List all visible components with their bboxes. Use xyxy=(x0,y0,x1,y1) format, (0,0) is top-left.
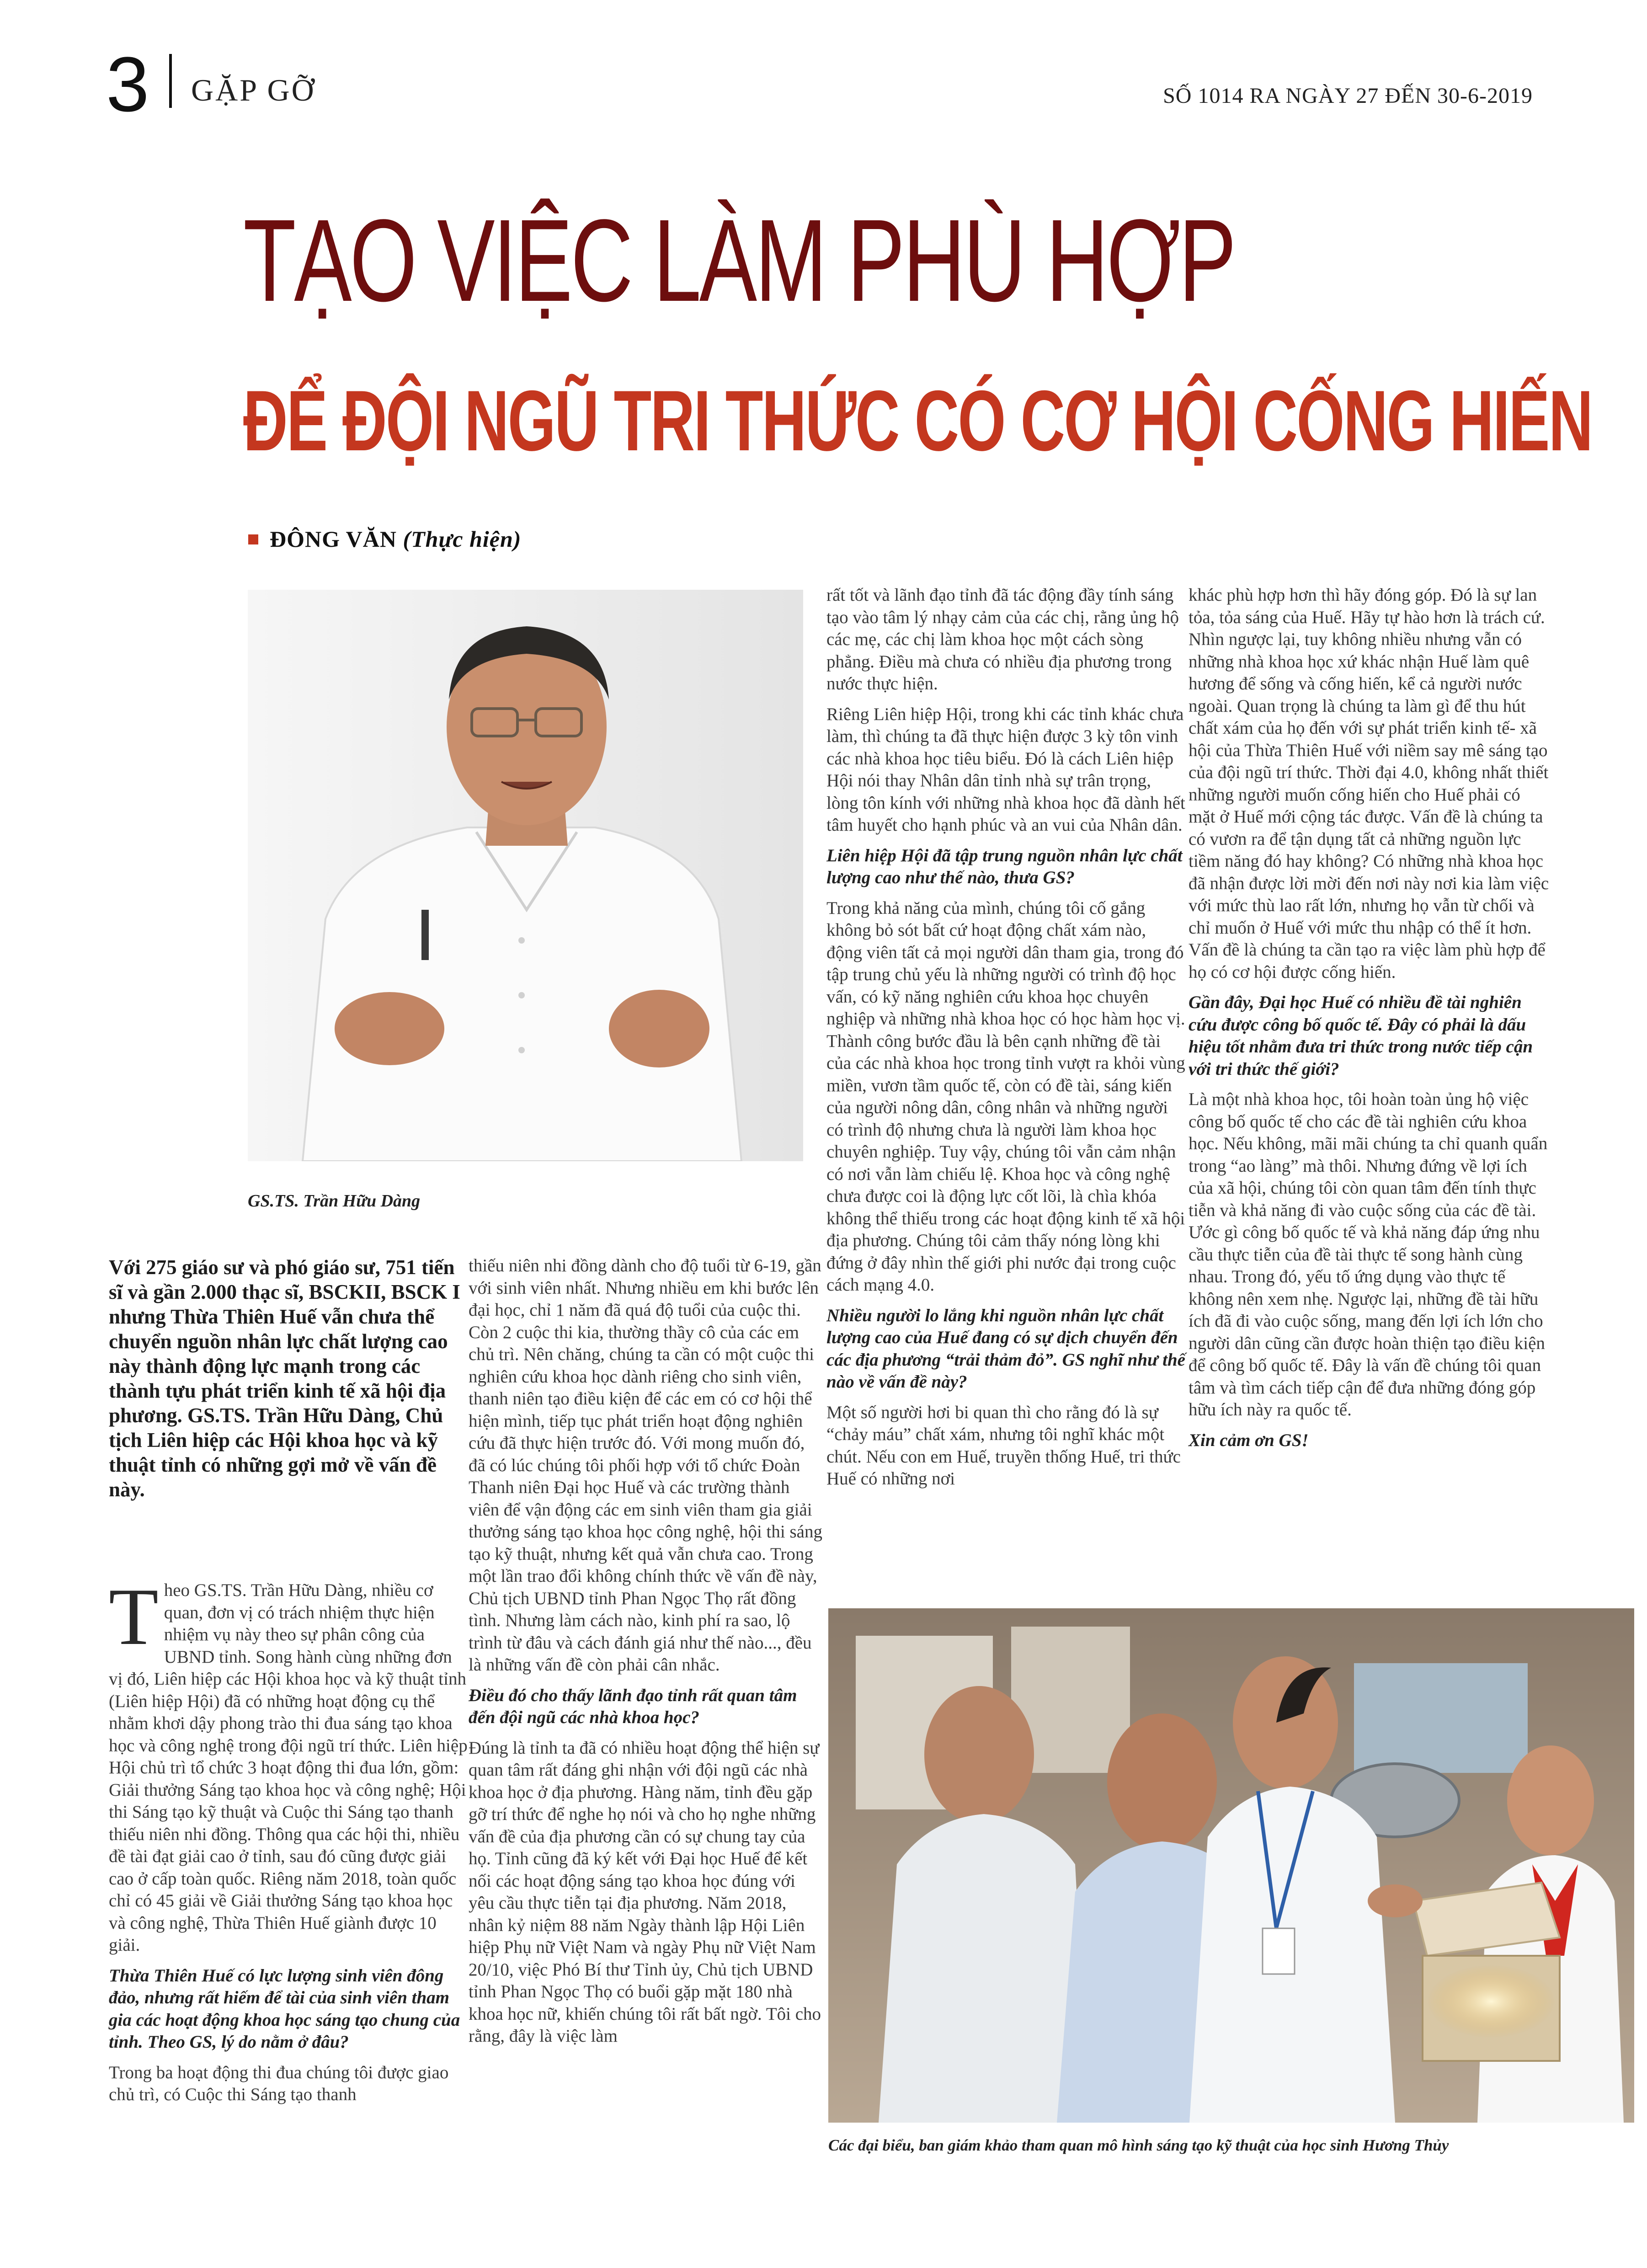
byline-bullet xyxy=(248,534,258,544)
text-column-2 xyxy=(469,1255,823,2056)
portrait-caption: GS.TS. Trần Hữu Dàng xyxy=(248,1191,421,1211)
interview-question: Thừa Thiên Huế có lực lượng sinh viên đông đảo, nhưng rất hiếm để tài của sinh viên tham gia các hoạt động khoa học sáng tạo chung của tỉnh. Theo GS, lý do nằm ở đâu? xyxy=(109,1965,460,2052)
issue-info: SỐ 1014 RA NGÀY 27 ĐẾN 30-6-2019 xyxy=(1163,84,1533,108)
byline-author: ĐÔNG VĂN xyxy=(270,526,397,552)
text-column-4 xyxy=(1189,584,1550,1460)
paragraph: Trong ba hoạt động thi đua chúng tôi được giao chủ trì, có Cuộc thi Sáng tạo thanh xyxy=(109,2062,449,2104)
text-column-3 xyxy=(826,584,1185,1499)
text-column-1 xyxy=(109,1571,470,2114)
paragraph: rất tốt và lãnh đạo tỉnh đã tác động đầy tính sáng tạo vào tâm lý nhạy cảm của các chị, rằng ủng hộ các mẹ, các chị làm khoa học một cách sòng phẳng. Điều mà chưa có nhiều địa phương trong nước thực hiện. xyxy=(826,585,1179,694)
paragraph xyxy=(109,1571,470,1957)
section-name: GẶP GỠ xyxy=(191,73,316,107)
interview-question: Gần đây, Đại học Huế có nhiều đề tài nghiên cứu được công bố quốc tế. Đây có phải là dấu hiệu tốt nhằm đưa tri thức trong nước tiếp cận với tri thức thế giới? xyxy=(1189,993,1533,1079)
paragraph: Trong khả năng của mình, chúng tôi cố gắng không bỏ sót bất cứ hoạt động chất xám nào, động viên tất cả mọi người dân tham gia, trong đó tập trung chủ yếu là những người có trình độ học vấn, có kỹ năng nghiên cứu khoa học chuyên nghiệp và những nhà khoa học có học hàm học vị. Thành công bước đầu là bên cạnh những đề tài của các nhà khoa học trong tỉnh vượt ra khỏi vùng miền, vươn tầm quốc tế, còn có đề tài, sáng kiến của người nông dân, công nhân và những người có trình độ nhưng chưa là người làm khoa học chuyên nghiệp. Tuy vậy, chúng tôi vẫn cảm nhận có nơi vẫn làm chiếu lệ. Khoa học và công nghệ chưa được coi là động lực cốt lõi, là chìa khóa không thể thiếu trong các hoạt động kinh tế xã hội địa phương. Chúng tôi cảm thấy nóng lòng khi đứng ở đây nhìn thế giới phi nước đại trong cuộc cách mạng 4.0. xyxy=(826,898,1185,1295)
headline: TẠO VIỆC LÀM PHÙ HỢP xyxy=(243,195,1235,326)
byline-role: (Thực hiện) xyxy=(403,526,522,552)
byline xyxy=(270,526,521,552)
drop-cap: T xyxy=(109,1571,159,1662)
interview-question: Liên hiệp Hội đã tập trung nguồn nhân lực chất lượng cao như thế nào, thưa GS? xyxy=(826,845,1183,887)
paragraph: khác phù hợp hơn thì hãy đóng góp. Đó là sự lan tỏa, tỏa sáng của Huế. Hãy tự hào hơn là trách cứ. Nhìn ngược lại, tuy không nhiều nhưng vẫn có những nhà khoa học xứ khác nhận Huế làm quê hương để sống và cống hiến, kể cả người nước ngoài. Quan trọng là chúng ta làm gì để thu hút chất xám của họ đến với sự phát triển kinh tế- xã hội của Thừa Thiên Huế với niềm say mê sáng tạo của đội ngũ trí thức. Thời đại 4.0, không nhất thiết những người muốn cống hiến cho Huế phải có mặt ở Huế mới cộng tác được. Vấn đề là chúng ta có vươn ra để tận dụng tất cả những nguồn lực tiềm năng đó hay không? Có những nhà khoa học đã nhận được lời mời đến nơi này nơi kia làm việc với mức thù lao rất lớn, nhưng họ vẫn từ chối và chỉ muốn ở Huế với mức thu nhập có thể ít hơn. Vấn đề là chúng ta cần tạo ra việc làm phù hợp để họ có cơ hội được cống hiến. xyxy=(1189,585,1549,982)
paragraph: Riêng Liên hiệp Hội, trong khi các tỉnh khác chưa làm, thì chúng ta đã thực hiện được 3 kỳ tôn vinh các nhà khoa học tiêu biểu. Đó là cách Liên hiệp Hội nói thay Nhân dân tỉnh nhà sự trân trọng, lòng tôn kính với những nhà khoa học đã dành hết tâm huyết cho hạnh phúc và an vui của Nhân dân. xyxy=(826,704,1185,835)
interview-question: Điều đó cho thấy lãnh đạo tỉnh rất quan tâm đến đội ngũ các nhà khoa học? xyxy=(469,1685,797,1727)
header-divider xyxy=(169,54,172,108)
event-photo xyxy=(828,1608,1634,2123)
paragraph: Là một nhà khoa học, tôi hoàn toàn ủng hộ việc công bố quốc tế cho các đề tài nghiên cứu khoa học. Nếu không, mãi mãi chúng ta chỉ quanh quẩn trong “ao làng” mà thôi. Nhưng đứng về lợi ích của xã hội, chúng tôi còn quan tâm đến tính thực tiễn và khả năng đi vào cuộc sống của các đề tài. Ước gì công bố quốc tế và khả năng đáp ứng nhu cầu thực tiễn của đề tài thực tế song hành cùng nhau. Trong đó, yếu tố ứng dụng vào thực tế không nên xem nhẹ. Ngược lại, những đề tài hữu ích đã đi vào cuộc sống, mang đến lợi ích lớn cho người dân cũng cần được hoàn thiện tạo điều kiện để công bố quốc tế. Đây là vấn đề chúng tôi quan tâm và tìm cách tiếp cận để đưa những đóng góp hữu ích này ra quốc tế. xyxy=(1189,1089,1548,1420)
closing-line: Xin cảm ơn GS! xyxy=(1189,1430,1309,1450)
paragraph: Một số người hơi bi quan thì cho rằng đó là sự “chảy máu” chất xám, nhưng tôi nghĩ khác một chút. Nếu con em Huế, truyền thống Huế, tri thức Huế có những nơi xyxy=(826,1402,1181,1489)
portrait-photo xyxy=(248,590,803,1161)
subheadline: ĐỂ ĐỘI NGŨ TRI THỨC CÓ CƠ HỘI CỐNG HIẾN xyxy=(243,373,1592,469)
lead-paragraph: Với 275 giáo sư và phó giáo sư, 751 tiến sĩ và gần 2.000 thạc sĩ, BSCKII, BSCK I nhưng Thừa Thiên Huế vẫn chưa thể chuyển nguồn nhân lực chất lượng cao này thành động lực mạnh trong các thành tựu phát triển kinh tế xã hội địa phương. GS.TS. Trần Hữu Dàng, Chủ tịch Liên hiệp các Hội khoa học và kỹ thuật tỉnh có những gợi mở về vấn đề này. xyxy=(109,1256,460,1501)
event-caption: Các đại biểu, ban giám khảo tham quan mô hình sáng tạo kỹ thuật của học sinh Hương Thủy xyxy=(828,2136,1449,2154)
paragraph: thiếu niên nhi đồng dành cho độ tuổi từ 6-19, gần với sinh viên nhất. Nhưng nhiều em khi bước lên đại học, chỉ 1 năm đã quá độ tuổi của cuộc thi. Còn 2 cuộc thi kia, thường thầy cô của các em chủ trì. Nên chăng, chúng ta cần có một cuộc thi nghiên cứu khoa học dành riêng cho sinh viên, thanh niên tạo điều kiện để các em có cơ hội thể hiện mình, tiếp tục phát triển hoạt động nghiên cứu đã thực hiện trước đó. Với mong muốn đó, đã có lúc chúng tôi phối hợp với tổ chức Đoàn Thanh niên Đại học Huế và các trường thành viên để vận động các em sinh viên tham gia giải thưởng sáng tạo khoa học công nghệ, hội thi sáng tạo kỹ thuật, nhưng kết quả vẫn chưa cao. Trong một lần trao đổi không chính thức về vấn đề này, Chủ tịch UBND tỉnh Phan Ngọc Thọ rất đồng tình. Nhưng làm cách nào, kinh phí ra sao, lộ trình từ đâu và cách đánh giá như thế nào..., đều là những vấn đề còn phải cân nhắc. xyxy=(469,1256,822,1675)
paragraph-text: heo GS.TS. Trần Hữu Dàng, nhiều cơ quan, đơn vị có trách nhiệm thực hiện nhiệm vụ này theo sự phân công của UBND tỉnh. Song hành cùng những đơn vị đó, Liên hiệp các Hội khoa học và kỹ thuật tỉnh (Liên hiệp Hội) đã có những hoạt động cụ thể nhằm khơi dậy phong trào thi đua sáng tạo khoa học và công nghệ trong đội ngũ trí thức. Liên hiệp Hội chủ trì tổ chức 3 hoạt động thi đua lớn, gồm: Giải thưởng Sáng tạo khoa học và công nghệ; Hội thi Sáng tạo kỹ thuật và Cuộc thi Sáng tạo thanh thiếu niên nhi đồng. Thông qua các hội thi, nhiều đề tài đạt giải cao ở tỉnh, sau đó cũng được giải cao ở cấp toàn quốc. Riêng năm 2018, toàn quốc chỉ có 45 giải về Giải thưởng Sáng tạo khoa học và công nghệ, Thừa Thiên Huế giành được 10 giải. xyxy=(109,1580,468,1955)
interview-question: Nhiều người lo lắng khi nguồn nhân lực chất lượng cao của Huế đang có sự dịch chuyển đến các địa phương “trải thảm đỏ”. GS nghĩ như thế nào về vấn đề này? xyxy=(826,1305,1185,1392)
paragraph: Đúng là tỉnh ta đã có nhiều hoạt động thể hiện sự quan tâm rất đáng ghi nhận với đội ngũ các nhà khoa học ở địa phương. Hàng năm, tỉnh đều gặp gỡ trí thức để nghe họ nói và cho họ nghe những vấn đề của địa phương cần có sự chung tay của họ. Tỉnh cũng đã ký kết với Đại học Huế để kết nối các hoạt động sáng tạo khoa học đúng với yêu cầu thực tiễn tại địa phương. Năm 2018, nhân kỷ niệm 88 năm Ngày thành lập Hội Liên hiệp Phụ nữ Việt Nam và ngày Phụ nữ Việt Nam 20/10, việc Phó Bí thư Tỉnh ủy, Chủ tịch UBND tỉnh Phan Ngọc Thọ có buổi gặp mặt 180 nhà khoa học nữ, khiến chúng tôi rất bất ngờ. Tôi cho rằng, đây là việc làm xyxy=(469,1738,821,2046)
page-number: 3 xyxy=(106,41,149,128)
